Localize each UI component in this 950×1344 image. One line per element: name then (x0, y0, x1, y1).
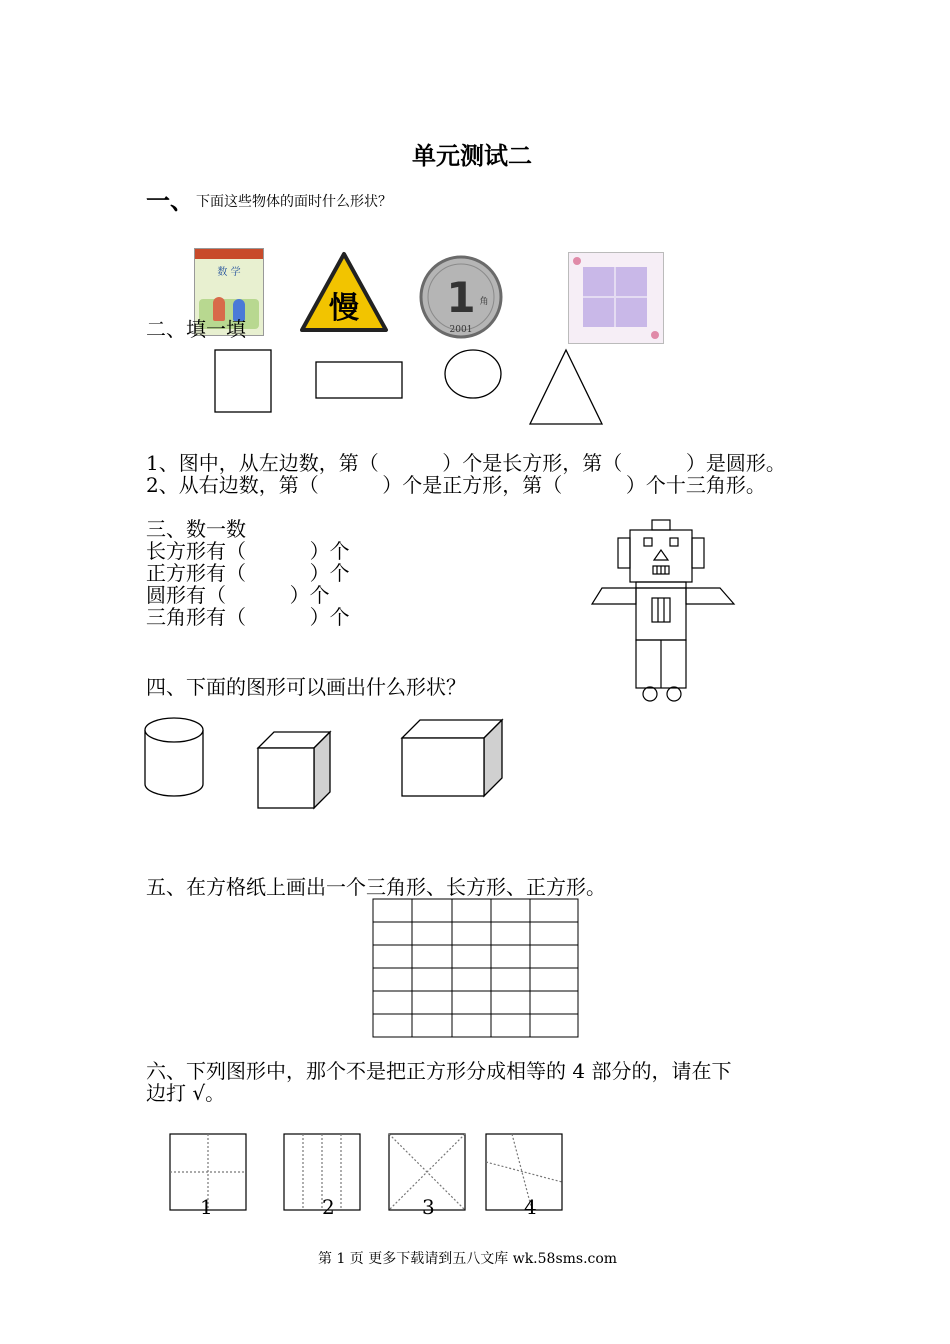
page-footer: 第 1 页 更多下载请到五八文库 wk.58sms.com (318, 1251, 618, 1267)
q3-item-triangle: 三角形有（ ）个 (146, 605, 350, 629)
coin-image (416, 252, 506, 342)
q4-heading: 四、下面的图形可以画出什么形状？ (146, 675, 466, 699)
q6-label-1: 1 (200, 1195, 213, 1219)
q2-line2: 2、从右边数，第（ ）个是正方形，第（ ）个十三角形。 (146, 473, 766, 497)
triangle-shape (530, 350, 602, 424)
grid-paper[interactable] (372, 898, 580, 1040)
coin-digit: 1 (446, 273, 476, 322)
q2-line1: 1、图中，从左边数，第（ ）个是长方形，第（ ）是圆形。 (146, 451, 786, 475)
book-title: 数 学 (217, 267, 241, 278)
q3-item-rectangle: 长方形有（ ）个 (146, 539, 350, 563)
q3-item-square: 正方形有（ ）个 (146, 561, 350, 585)
coin-unit: 角 (479, 297, 489, 307)
q2-shapes (210, 346, 610, 430)
circle-shape (445, 350, 501, 398)
q1-prompt: 下面这些物体的面时什么形状？ (196, 194, 392, 210)
q2-heading: 二、填一填 (146, 317, 246, 341)
q6-label-3: 3 (422, 1195, 435, 1219)
q3-heading: 三、数一数 (146, 517, 246, 541)
q6-label-4: 4 (524, 1195, 537, 1219)
q6-label-2: 2 (322, 1195, 335, 1219)
handkerchief-image (568, 252, 664, 344)
cuboid-solid (402, 720, 502, 796)
square-shape (215, 350, 271, 412)
sign-char: 慢 (329, 291, 359, 326)
slow-sign-image (300, 252, 388, 332)
rectangle-shape (316, 362, 402, 398)
coin-year: 2001 (449, 325, 473, 335)
q4-solids (142, 716, 512, 816)
q6-line1: 六、下列图形中，那个不是把正方形分成相等的 4 部分的，请在下 (146, 1059, 732, 1083)
robot-figure (590, 518, 740, 708)
cylinder-solid (145, 718, 203, 796)
page-title: 单元测试二 (412, 142, 532, 170)
q6-squares (168, 1132, 568, 1212)
q6-line2: 边打 √。 (146, 1081, 226, 1105)
q5-heading: 五、在方格纸上画出一个三角形、长方形、正方形。 (146, 875, 606, 899)
q3-item-circle: 圆形有（ ）个 (146, 583, 330, 607)
cube-solid (258, 732, 330, 808)
q1-number: 一、 (146, 187, 194, 215)
